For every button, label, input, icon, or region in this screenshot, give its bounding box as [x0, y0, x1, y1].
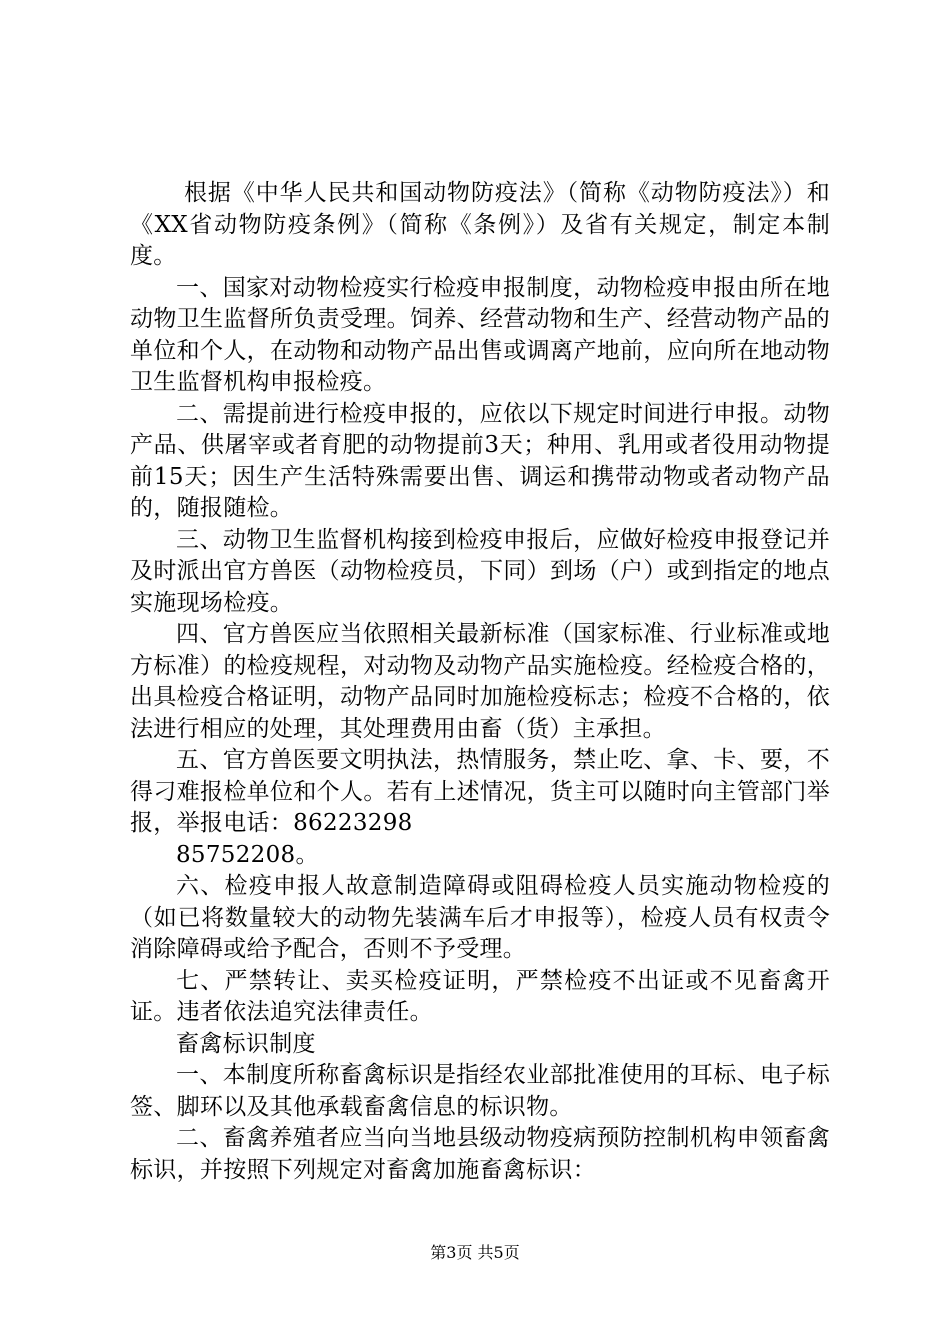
- document-body: [130, 178, 830, 1186]
- section-heading: 畜禽标识制度: [176, 1030, 316, 1057]
- paragraph-phone-continuation: 85752208。: [176, 841, 319, 868]
- paragraph-item-2: 二、需提前进行检疫申报的，应依以下规定时间进行申报。动物产品、供屠宰或者育肥的动物提前3天；种用、乳用或者役用动物提前15天；因生产生活特殊需要出售、调运和携带动物或者动物产品的，随报随检。: [130, 400, 830, 521]
- paragraph-item-7: 七、严禁转让、卖买检疫证明，严禁检疫不出证或不见畜禽开证。违者依法追究法律责任。: [130, 967, 830, 1025]
- paragraph-intro: 根据《中华人民共和国动物防疫法》（简称《动物防疫法》）和《XX省动物防疫条例》（简称《条例》）及省有关规定，制定本制度。: [130, 180, 830, 269]
- page-number-footer: 第3页 共5页: [430, 1243, 520, 1262]
- paragraph-label-item-2: 二、畜禽养殖者应当向当地县级动物疫病预防控制机构申领畜禽标识，并按照下列规定对畜禽加施畜禽标识：: [130, 1125, 830, 1183]
- paragraph-item-5: 五、官方兽医要文明执法，热情服务，禁止吃、拿、卡、要，不得刁难报检单位和个人。若有上述情况，货主可以随时向主管部门举报，举报电话：86223298: [130, 747, 830, 836]
- paragraph-item-3: 三、动物卫生监督机构接到检疫申报后，应做好检疫申报登记并及时派出官方兽医（动物检疫员，下同）到场（户）或到指定的地点实施现场检疫。: [130, 526, 830, 616]
- paragraph-item-1: 一、国家对动物检疫实行检疫申报制度，动物检疫申报由所在地动物卫生监督所负责受理。饲养、经营动物和生产、经营动物产品的单位和个人，在动物和动物产品出售或调离产地前，应向所在地动物卫生监督机构申报检疫。: [130, 274, 830, 395]
- paragraph-item-4: 四、官方兽医应当依照相关最新标准（国家标准、行业标准或地方标准）的检疫规程，对动物及动物产品实施检疫。经检疫合格的，出具检疫合格证明，动物产品同时加施检疫标志；检疫不合格的，依法进行相应的处理，其处理费用由畜（货）主承担。: [130, 621, 830, 742]
- paragraph-item-6: 六、检疫申报人故意制造障碍或阻碍检疫人员实施动物检疫的（如已将数量较大的动物先装满车后才申报等），检疫人员有权责令消除障碍或给予配合，否则不予受理。: [130, 873, 830, 962]
- paragraph-label-item-1: 一、本制度所称畜禽标识是指经农业部批准使用的耳标、电子标签、脚环以及其他承载畜禽信息的标识物。: [130, 1062, 830, 1120]
